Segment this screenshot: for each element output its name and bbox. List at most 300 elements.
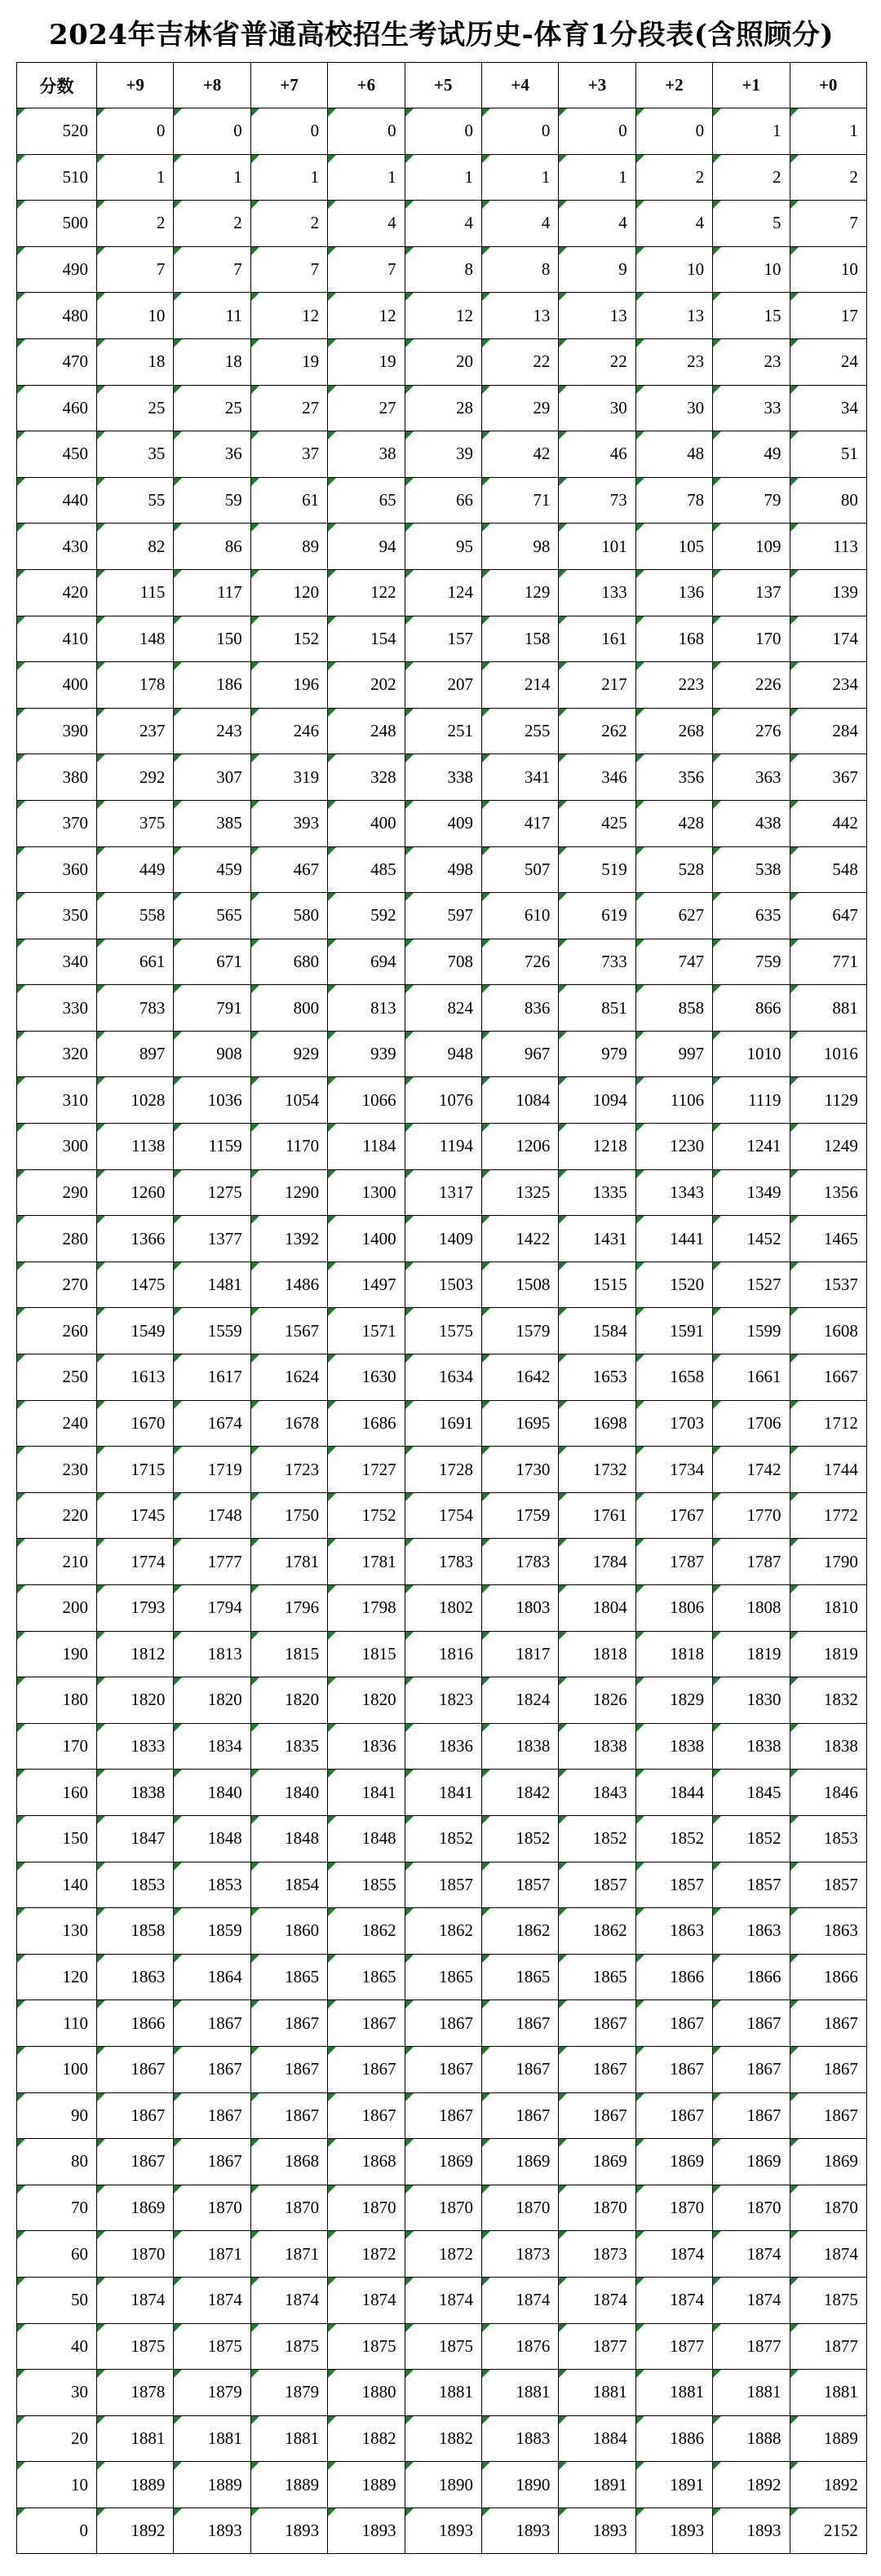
count-cell: 1838 — [559, 1723, 635, 1770]
count-cell: 346 — [559, 754, 635, 801]
table-row — [17, 1723, 867, 1770]
count-cell: 11 — [174, 293, 250, 339]
count-cell: 627 — [635, 893, 712, 939]
count-cell: 1889 — [250, 2462, 327, 2508]
count-cell: 858 — [635, 985, 712, 1032]
count-cell: 7 — [250, 246, 327, 293]
count-cell: 1343 — [635, 1169, 712, 1216]
score-cell: 50 — [17, 2277, 97, 2323]
table-row — [17, 1954, 867, 2000]
count-cell: 1802 — [405, 1585, 481, 1632]
score-cell: 350 — [17, 893, 97, 939]
count-cell: 1674 — [174, 1400, 250, 1447]
count-cell: 1759 — [481, 1492, 558, 1539]
table-row — [17, 1400, 867, 1447]
count-cell: 1752 — [328, 1492, 405, 1539]
count-cell: 42 — [481, 431, 558, 478]
count-cell: 1698 — [559, 1400, 635, 1447]
count-cell: 10 — [713, 246, 790, 293]
count-cell: 1872 — [328, 2231, 405, 2278]
count-cell: 1465 — [790, 1216, 866, 1262]
count-cell: 0 — [174, 108, 250, 155]
count-cell: 1815 — [328, 1631, 405, 1677]
score-table — [16, 62, 867, 2554]
count-cell: 61 — [250, 477, 327, 524]
count-cell: 0 — [481, 108, 558, 155]
count-cell: 174 — [790, 616, 866, 662]
count-cell: 7 — [97, 246, 174, 293]
count-cell: 1867 — [405, 2000, 481, 2047]
count-cell: 1819 — [713, 1631, 790, 1677]
count-cell: 19 — [328, 338, 405, 385]
count-cell: 1874 — [97, 2277, 174, 2323]
count-cell: 46 — [559, 431, 635, 478]
count-cell: 10 — [97, 293, 174, 339]
count-cell: 948 — [405, 1031, 481, 1077]
count-cell: 1867 — [790, 2046, 866, 2092]
count-cell: 2 — [174, 201, 250, 247]
table-row — [17, 1815, 867, 1862]
count-cell: 1678 — [250, 1400, 327, 1447]
count-cell: 1868 — [328, 2139, 405, 2185]
score-cell: 310 — [17, 1077, 97, 1124]
score-cell: 280 — [17, 1216, 97, 1262]
count-cell: 0 — [250, 108, 327, 155]
count-cell: 1249 — [790, 1124, 866, 1170]
count-cell: 136 — [635, 569, 712, 616]
count-cell: 1812 — [97, 1631, 174, 1677]
count-cell: 1820 — [328, 1677, 405, 1724]
count-cell: 1893 — [250, 2508, 327, 2554]
count-cell: 4 — [559, 201, 635, 247]
count-cell: 417 — [481, 800, 558, 846]
count-cell: 22 — [481, 338, 558, 385]
count-cell: 733 — [559, 939, 635, 985]
count-cell: 1892 — [97, 2508, 174, 2554]
count-cell: 1865 — [250, 1954, 327, 2000]
count-cell: 1823 — [405, 1677, 481, 1724]
count-cell: 1879 — [174, 2370, 250, 2416]
count-cell: 1869 — [481, 2139, 558, 2185]
count-cell: 1874 — [713, 2231, 790, 2278]
count-cell: 726 — [481, 939, 558, 985]
count-cell: 178 — [97, 662, 174, 709]
score-cell: 200 — [17, 1585, 97, 1632]
count-cell: 1826 — [559, 1677, 635, 1724]
count-cell: 65 — [328, 477, 405, 524]
count-cell: 1138 — [97, 1124, 174, 1170]
count-cell: 1838 — [97, 1770, 174, 1816]
count-cell: 1356 — [790, 1169, 866, 1216]
column-header-bonus: +3 — [559, 63, 635, 108]
count-cell: 1867 — [790, 2000, 866, 2047]
count-cell: 284 — [790, 708, 866, 754]
count-cell: 1860 — [250, 1908, 327, 1955]
score-cell: 250 — [17, 1354, 97, 1401]
count-cell: 485 — [328, 846, 405, 893]
score-cell: 410 — [17, 616, 97, 662]
count-cell: 1591 — [635, 1308, 712, 1354]
count-cell: 1870 — [790, 2185, 866, 2231]
count-cell: 0 — [405, 108, 481, 155]
count-cell: 1772 — [790, 1492, 866, 1539]
score-cell: 150 — [17, 1815, 97, 1862]
count-cell: 1879 — [250, 2370, 327, 2416]
count-cell: 1 — [713, 108, 790, 155]
count-cell: 122 — [328, 569, 405, 616]
table-row — [17, 108, 867, 155]
count-cell: 1184 — [328, 1124, 405, 1170]
count-cell: 1706 — [713, 1400, 790, 1447]
column-header-score: 分数 — [17, 63, 97, 108]
count-cell: 13 — [481, 293, 558, 339]
count-cell: 507 — [481, 846, 558, 893]
count-cell: 1874 — [405, 2277, 481, 2323]
count-cell: 1874 — [328, 2277, 405, 2323]
count-cell: 680 — [250, 939, 327, 985]
count-cell: 1575 — [405, 1308, 481, 1354]
count-cell: 1881 — [481, 2370, 558, 2416]
count-cell: 1875 — [174, 2323, 250, 2370]
count-cell: 1857 — [790, 1862, 866, 1908]
count-cell: 1863 — [635, 1908, 712, 1955]
count-cell: 48 — [635, 431, 712, 478]
count-cell: 1750 — [250, 1492, 327, 1539]
count-cell: 1431 — [559, 1216, 635, 1262]
count-cell: 1869 — [635, 2139, 712, 2185]
count-cell: 0 — [328, 108, 405, 155]
count-cell: 997 — [635, 1031, 712, 1077]
count-cell: 8 — [481, 246, 558, 293]
count-cell: 4 — [328, 201, 405, 247]
count-cell: 694 — [328, 939, 405, 985]
count-cell: 467 — [250, 846, 327, 893]
count-cell: 1871 — [250, 2231, 327, 2278]
count-cell: 1893 — [405, 2508, 481, 2554]
count-cell: 1888 — [713, 2415, 790, 2462]
count-cell: 98 — [481, 524, 558, 570]
count-cell: 929 — [250, 1031, 327, 1077]
count-cell: 1867 — [174, 2046, 250, 2092]
count-cell: 168 — [635, 616, 712, 662]
count-cell: 4 — [481, 201, 558, 247]
count-cell: 908 — [174, 1031, 250, 1077]
count-cell: 1810 — [790, 1585, 866, 1632]
count-cell: 661 — [97, 939, 174, 985]
count-cell: 1870 — [559, 2185, 635, 2231]
count-cell: 851 — [559, 985, 635, 1032]
count-cell: 1 — [174, 154, 250, 201]
count-cell: 1691 — [405, 1400, 481, 1447]
count-cell: 1852 — [405, 1815, 481, 1862]
score-cell: 430 — [17, 524, 97, 570]
table-row — [17, 985, 867, 1032]
table-row — [17, 2370, 867, 2416]
count-cell: 1787 — [635, 1539, 712, 1585]
score-cell: 380 — [17, 754, 97, 801]
count-cell: 17 — [790, 293, 866, 339]
count-cell: 425 — [559, 800, 635, 846]
count-cell: 95 — [405, 524, 481, 570]
count-cell: 1829 — [635, 1677, 712, 1724]
count-cell: 409 — [405, 800, 481, 846]
count-cell: 1858 — [97, 1908, 174, 1955]
count-cell: 1497 — [328, 1261, 405, 1308]
count-cell: 1866 — [635, 1954, 712, 2000]
count-cell: 1481 — [174, 1261, 250, 1308]
count-cell: 113 — [790, 524, 866, 570]
count-cell: 939 — [328, 1031, 405, 1077]
count-cell: 1854 — [250, 1862, 327, 1908]
count-cell: 1742 — [713, 1447, 790, 1493]
count-cell: 1094 — [559, 1077, 635, 1124]
count-cell: 1206 — [481, 1124, 558, 1170]
count-cell: 117 — [174, 569, 250, 616]
count-cell: 1806 — [635, 1585, 712, 1632]
count-cell: 1686 — [328, 1400, 405, 1447]
count-cell: 139 — [790, 569, 866, 616]
column-header-bonus: +9 — [97, 63, 174, 108]
table-row — [17, 1539, 867, 1585]
count-cell: 791 — [174, 985, 250, 1032]
count-cell: 78 — [635, 477, 712, 524]
count-cell: 4 — [405, 201, 481, 247]
count-cell: 109 — [713, 524, 790, 570]
score-cell: 510 — [17, 154, 97, 201]
count-cell: 1567 — [250, 1308, 327, 1354]
count-cell: 1218 — [559, 1124, 635, 1170]
count-cell: 1617 — [174, 1354, 250, 1401]
table-row — [17, 2508, 867, 2554]
count-cell: 1881 — [97, 2415, 174, 2462]
count-cell: 647 — [790, 893, 866, 939]
count-cell: 459 — [174, 846, 250, 893]
count-cell: 1863 — [97, 1954, 174, 2000]
count-cell: 528 — [635, 846, 712, 893]
count-cell: 1869 — [97, 2185, 174, 2231]
table-row — [17, 1308, 867, 1354]
count-cell: 1230 — [635, 1124, 712, 1170]
count-cell: 80 — [790, 477, 866, 524]
count-cell: 71 — [481, 477, 558, 524]
count-cell: 243 — [174, 708, 250, 754]
score-cell: 90 — [17, 2092, 97, 2139]
count-cell: 1084 — [481, 1077, 558, 1124]
count-cell: 2 — [635, 154, 712, 201]
count-cell: 1767 — [635, 1492, 712, 1539]
count-cell: 1865 — [328, 1954, 405, 2000]
table-row — [17, 2415, 867, 2462]
count-cell: 1813 — [174, 1631, 250, 1677]
count-cell: 1891 — [559, 2462, 635, 2508]
score-cell: 470 — [17, 338, 97, 385]
count-cell: 170 — [713, 616, 790, 662]
count-cell: 1893 — [635, 2508, 712, 2554]
count-cell: 1853 — [97, 1862, 174, 1908]
count-cell: 1868 — [250, 2139, 327, 2185]
count-cell: 1881 — [250, 2415, 327, 2462]
count-cell: 1624 — [250, 1354, 327, 1401]
count-cell: 824 — [405, 985, 481, 1032]
count-cell: 1893 — [481, 2508, 558, 2554]
count-cell: 161 — [559, 616, 635, 662]
score-cell: 60 — [17, 2231, 97, 2278]
count-cell: 1893 — [328, 2508, 405, 2554]
count-cell: 226 — [713, 662, 790, 709]
count-cell: 1877 — [559, 2323, 635, 2370]
count-cell: 1781 — [250, 1539, 327, 1585]
count-cell: 1537 — [790, 1261, 866, 1308]
count-cell: 1874 — [250, 2277, 327, 2323]
column-header-bonus: +8 — [174, 63, 250, 108]
count-cell: 1875 — [405, 2323, 481, 2370]
count-cell: 1798 — [328, 1585, 405, 1632]
count-cell: 1815 — [250, 1631, 327, 1677]
count-cell: 23 — [635, 338, 712, 385]
count-cell: 1870 — [97, 2231, 174, 2278]
count-cell: 1275 — [174, 1169, 250, 1216]
count-cell: 13 — [635, 293, 712, 339]
count-cell: 1835 — [250, 1723, 327, 1770]
count-cell: 1820 — [250, 1677, 327, 1724]
score-cell: 220 — [17, 1492, 97, 1539]
count-cell: 23 — [713, 338, 790, 385]
count-cell: 1653 — [559, 1354, 635, 1401]
table-row — [17, 1031, 867, 1077]
count-cell: 1119 — [713, 1077, 790, 1124]
count-cell: 1781 — [328, 1539, 405, 1585]
count-cell: 86 — [174, 524, 250, 570]
count-cell: 1695 — [481, 1400, 558, 1447]
count-cell: 133 — [559, 569, 635, 616]
count-cell: 115 — [97, 569, 174, 616]
table-row — [17, 1908, 867, 1955]
count-cell: 1170 — [250, 1124, 327, 1170]
count-cell: 1838 — [635, 1723, 712, 1770]
count-cell: 319 — [250, 754, 327, 801]
count-cell: 1870 — [405, 2185, 481, 2231]
table-row — [17, 1862, 867, 1908]
count-cell: 1857 — [559, 1862, 635, 1908]
count-cell: 592 — [328, 893, 405, 939]
count-cell: 66 — [405, 477, 481, 524]
table-row — [17, 939, 867, 985]
count-cell: 1857 — [713, 1862, 790, 1908]
count-cell: 124 — [405, 569, 481, 616]
count-cell: 328 — [328, 754, 405, 801]
count-cell: 1890 — [405, 2462, 481, 2508]
count-cell: 1874 — [481, 2277, 558, 2323]
count-cell: 268 — [635, 708, 712, 754]
score-cell: 110 — [17, 2000, 97, 2047]
count-cell: 1869 — [405, 2139, 481, 2185]
count-cell: 1867 — [328, 2046, 405, 2092]
count-cell: 1867 — [635, 2046, 712, 2092]
count-cell: 1862 — [405, 1908, 481, 1955]
count-cell: 771 — [790, 939, 866, 985]
count-cell: 1422 — [481, 1216, 558, 1262]
score-cell: 520 — [17, 108, 97, 155]
count-cell: 148 — [97, 616, 174, 662]
count-cell: 1867 — [97, 2092, 174, 2139]
count-cell: 1874 — [559, 2277, 635, 2323]
count-cell: 2 — [97, 201, 174, 247]
count-cell: 1241 — [713, 1124, 790, 1170]
count-cell: 1579 — [481, 1308, 558, 1354]
table-row — [17, 1770, 867, 1816]
count-cell: 1881 — [405, 2370, 481, 2416]
table-row — [17, 662, 867, 709]
count-cell: 1875 — [250, 2323, 327, 2370]
table-row — [17, 431, 867, 478]
count-cell: 375 — [97, 800, 174, 846]
count-cell: 1862 — [328, 1908, 405, 1955]
count-cell: 1 — [328, 154, 405, 201]
table-row — [17, 2462, 867, 2508]
count-cell: 1853 — [174, 1862, 250, 1908]
count-cell: 356 — [635, 754, 712, 801]
table-row — [17, 2231, 867, 2278]
count-cell: 1392 — [250, 1216, 327, 1262]
count-cell: 152 — [250, 616, 327, 662]
count-cell: 881 — [790, 985, 866, 1032]
count-cell: 1349 — [713, 1169, 790, 1216]
count-cell: 610 — [481, 893, 558, 939]
count-cell: 1881 — [713, 2370, 790, 2416]
table-row — [17, 1447, 867, 1493]
score-cell: 0 — [17, 2508, 97, 2554]
count-cell: 1846 — [790, 1770, 866, 1816]
count-cell: 1877 — [635, 2323, 712, 2370]
count-cell: 1842 — [481, 1770, 558, 1816]
count-cell: 1884 — [559, 2415, 635, 2462]
count-cell: 1867 — [405, 2092, 481, 2139]
count-cell: 1475 — [97, 1261, 174, 1308]
count-cell: 1848 — [250, 1815, 327, 1862]
count-cell: 1159 — [174, 1124, 250, 1170]
count-cell: 7 — [328, 246, 405, 293]
table-row — [17, 2277, 867, 2323]
count-cell: 237 — [97, 708, 174, 754]
count-cell: 10 — [790, 246, 866, 293]
count-cell: 1830 — [713, 1677, 790, 1724]
count-cell: 1867 — [328, 2092, 405, 2139]
count-cell: 20 — [405, 338, 481, 385]
count-cell: 1867 — [559, 2046, 635, 2092]
count-cell: 1819 — [790, 1631, 866, 1677]
count-cell: 1878 — [97, 2370, 174, 2416]
count-cell: 635 — [713, 893, 790, 939]
count-cell: 1723 — [250, 1447, 327, 1493]
count-cell: 783 — [97, 985, 174, 1032]
table-row — [17, 1492, 867, 1539]
count-cell: 341 — [481, 754, 558, 801]
count-cell: 2 — [250, 201, 327, 247]
count-cell: 10 — [635, 246, 712, 293]
table-body — [17, 108, 867, 2554]
count-cell: 1129 — [790, 1077, 866, 1124]
count-cell: 400 — [328, 800, 405, 846]
count-cell: 214 — [481, 662, 558, 709]
count-cell: 1847 — [97, 1815, 174, 1862]
count-cell: 1300 — [328, 1169, 405, 1216]
count-cell: 276 — [713, 708, 790, 754]
count-cell: 15 — [713, 293, 790, 339]
count-cell: 1770 — [713, 1492, 790, 1539]
count-cell: 428 — [635, 800, 712, 846]
count-cell: 1845 — [713, 1770, 790, 1816]
count-cell: 13 — [559, 293, 635, 339]
